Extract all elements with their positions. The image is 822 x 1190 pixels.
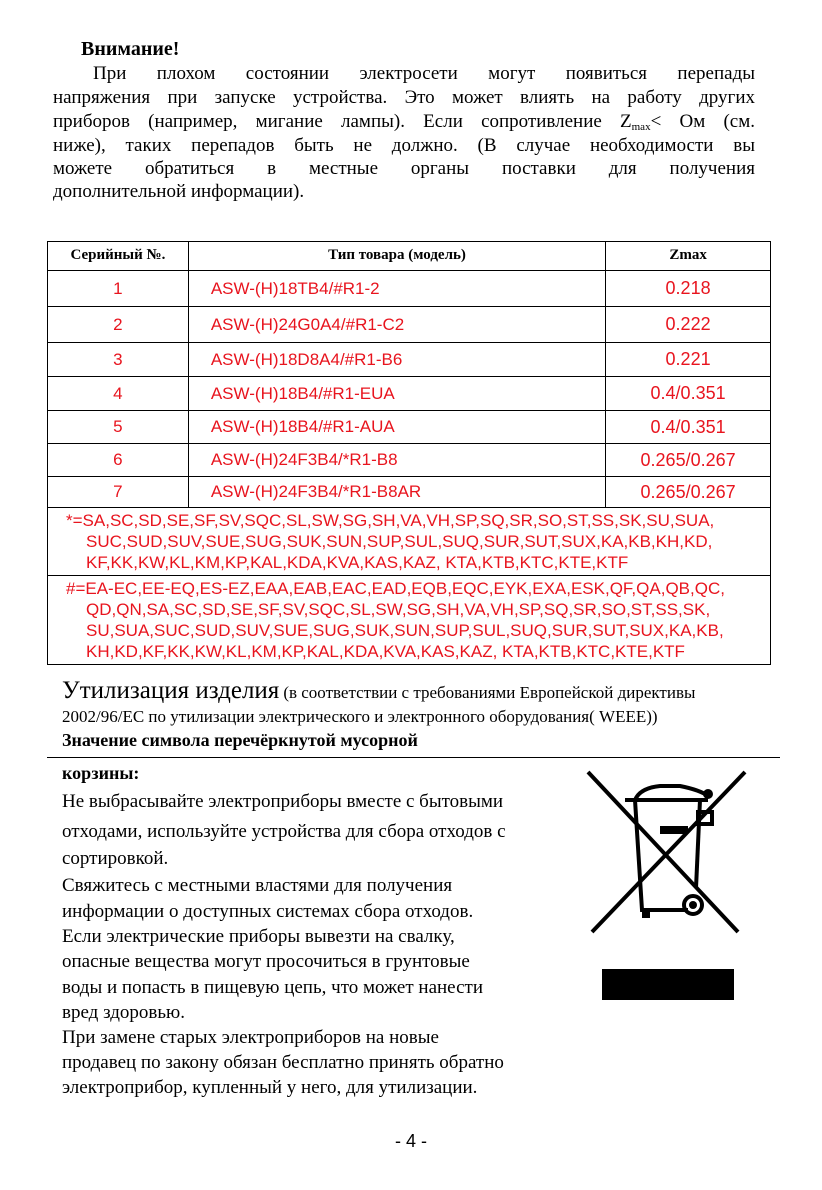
disposal-directive: 2002/96/EC по утилизации электрического и электронного оборудования( WEEE)) (62, 707, 658, 726)
hash-codes-line: #=EA-EC,EE-EQ,ES-EZ,EAA,EAB,EAC,EAD,EQB,EQC,EYK,EXA,ESK,QF,QA,QB,QC, (66, 579, 725, 598)
warning-line: можете обратиться в местные органы поставки для получения (53, 158, 755, 179)
black-bar (602, 969, 734, 1000)
divider (47, 757, 780, 758)
disposal-text: сортировкой. (62, 848, 169, 869)
warning-line: дополнительной информации). (53, 181, 305, 202)
zmax: 0.222 (606, 307, 771, 343)
disposal-text: опасные вещества могут просочиться в грунтовые (62, 951, 470, 972)
disposal-text: Если электрические приборы вывезти на свалку, (62, 926, 455, 947)
serial: 7 (48, 477, 189, 508)
serial: 3 (48, 343, 189, 377)
header-zmax: Zmax (606, 242, 771, 271)
hash-codes-line: SU,SUA,SUC,SUD,SUV,SUE,SUG,SUK,SUN,SUP,SUL,SUQ,SUR,SUT,SUX,KA,KB, (86, 621, 724, 640)
table-row (48, 377, 771, 411)
table-header-row (48, 242, 771, 271)
disposal-text: электроприбор, купленный у него, для утилизации. (62, 1077, 478, 1098)
zmax: 0.218 (606, 271, 771, 307)
zmax: 0.4/0.351 (606, 377, 771, 411)
table-row (48, 271, 771, 307)
disposal-heading (62, 676, 695, 708)
disposal-text: продавец по закону обязан бесплатно принять обратно (62, 1052, 504, 1073)
table-row (48, 411, 771, 444)
model: ASW-(H)24F3B4/*R1-B8AR (188, 477, 605, 508)
disposal-text: Не выбрасывайте электроприборы вместе с бытовыми (62, 791, 504, 812)
serial: 1 (48, 271, 189, 307)
table-row (48, 477, 771, 508)
crossed-out-wheelie-bin-icon (580, 760, 750, 1010)
disposal-text: воды и попасть в пищевую цепь, что может нанести (62, 977, 483, 998)
z-subscript: max (631, 121, 651, 133)
warning-line-text: приборов (например, мигание лампы). Если сопротивление Z (53, 111, 632, 132)
serial: 2 (48, 307, 189, 343)
warning-line: напряжения при запуске устройства. Это может влиять на работу других (53, 87, 755, 108)
model: ASW-(H)24G0A4/#R1-C2 (188, 307, 605, 343)
disposal-text: При замене старых электроприборов на новые (62, 1027, 439, 1048)
zmax-table (47, 241, 771, 665)
header-serial: Серийный №. (48, 242, 189, 271)
symbol-meaning-title-cont: корзины: (62, 763, 140, 783)
disposal-note: (в соответствии с требованиями Европейской директивы (283, 683, 696, 702)
disposal-title: Утилизация изделия (62, 677, 280, 704)
table-row (48, 343, 771, 377)
symbol-meaning-title: Значение символа перечёркнутой мусорной (62, 730, 418, 750)
table-row (48, 307, 771, 343)
zmax: 0.4/0.351 (606, 411, 771, 444)
zmax: 0.265/0.267 (606, 444, 771, 477)
warning-line: При плохом состоянии электросети могут появиться перепады (93, 63, 755, 84)
disposal-text: информации о доступных системах сбора отходов. (62, 901, 474, 922)
disposal-text: Свяжитесь с местными властями для получения (62, 875, 453, 896)
zmax: 0.221 (606, 343, 771, 377)
warning-line (53, 111, 755, 133)
hash-codes-line: QD,QN,SA,SC,SD,SE,SF,SV,SQC,SL,SW,SG,SH,VA,VH,SP,SQ,SR,SO,ST,SS,SK, (86, 600, 711, 619)
serial: 4 (48, 377, 189, 411)
model: ASW-(H)24F3B4/*R1-B8 (188, 444, 605, 477)
header-model: Тип товара (модель) (188, 242, 605, 271)
star-codes-row (48, 508, 771, 576)
star-codes-line: *=SA,SC,SD,SE,SF,SV,SQC,SL,SW,SG,SH,VA,VH,SP,SQ,SR,SO,ST,SS,SK,SU,SUA, (66, 511, 715, 530)
warning-line: ниже), таких перепадов быть не должно. (В случае необходимости вы (53, 135, 755, 156)
serial: 6 (48, 444, 189, 477)
star-codes-line: KF,KK,KW,KL,KM,KP,KAL,KDA,KVA,KAS,KAZ, KTA,KTB,KTC,KTE,KTF (86, 553, 629, 572)
model: ASW-(H)18TB4/#R1-2 (188, 271, 605, 307)
disposal-text: вред здоровью. (62, 1002, 185, 1023)
disposal-text: отходами, используйте устройства для сбора отходов с (62, 821, 506, 842)
warning-line-tail: < Ом (см. (650, 111, 755, 132)
hash-codes-row (48, 576, 771, 665)
hash-codes-line: KH,KD,KF,KK,KW,KL,KM,KP,KAL,KDA,KVA,KAS,KAZ, KTA,KTB,KTC,KTE,KTF (86, 642, 685, 661)
warning-title: Внимание! (81, 38, 180, 60)
serial: 5 (48, 411, 189, 444)
page-number: - 4 - (394, 1131, 427, 1151)
model: ASW-(H)18B4/#R1-EUA (188, 377, 605, 411)
zmax: 0.265/0.267 (606, 477, 771, 508)
star-codes-line: SUC,SUD,SUV,SUE,SUG,SUK,SUN,SUP,SUL,SUQ,SUR,SUT,SUX,KA,KB,KH,KD, (86, 532, 713, 551)
model: ASW-(H)18D8A4/#R1-B6 (188, 343, 605, 377)
model: ASW-(H)18B4/#R1-AUA (188, 411, 605, 444)
table-row (48, 444, 771, 477)
